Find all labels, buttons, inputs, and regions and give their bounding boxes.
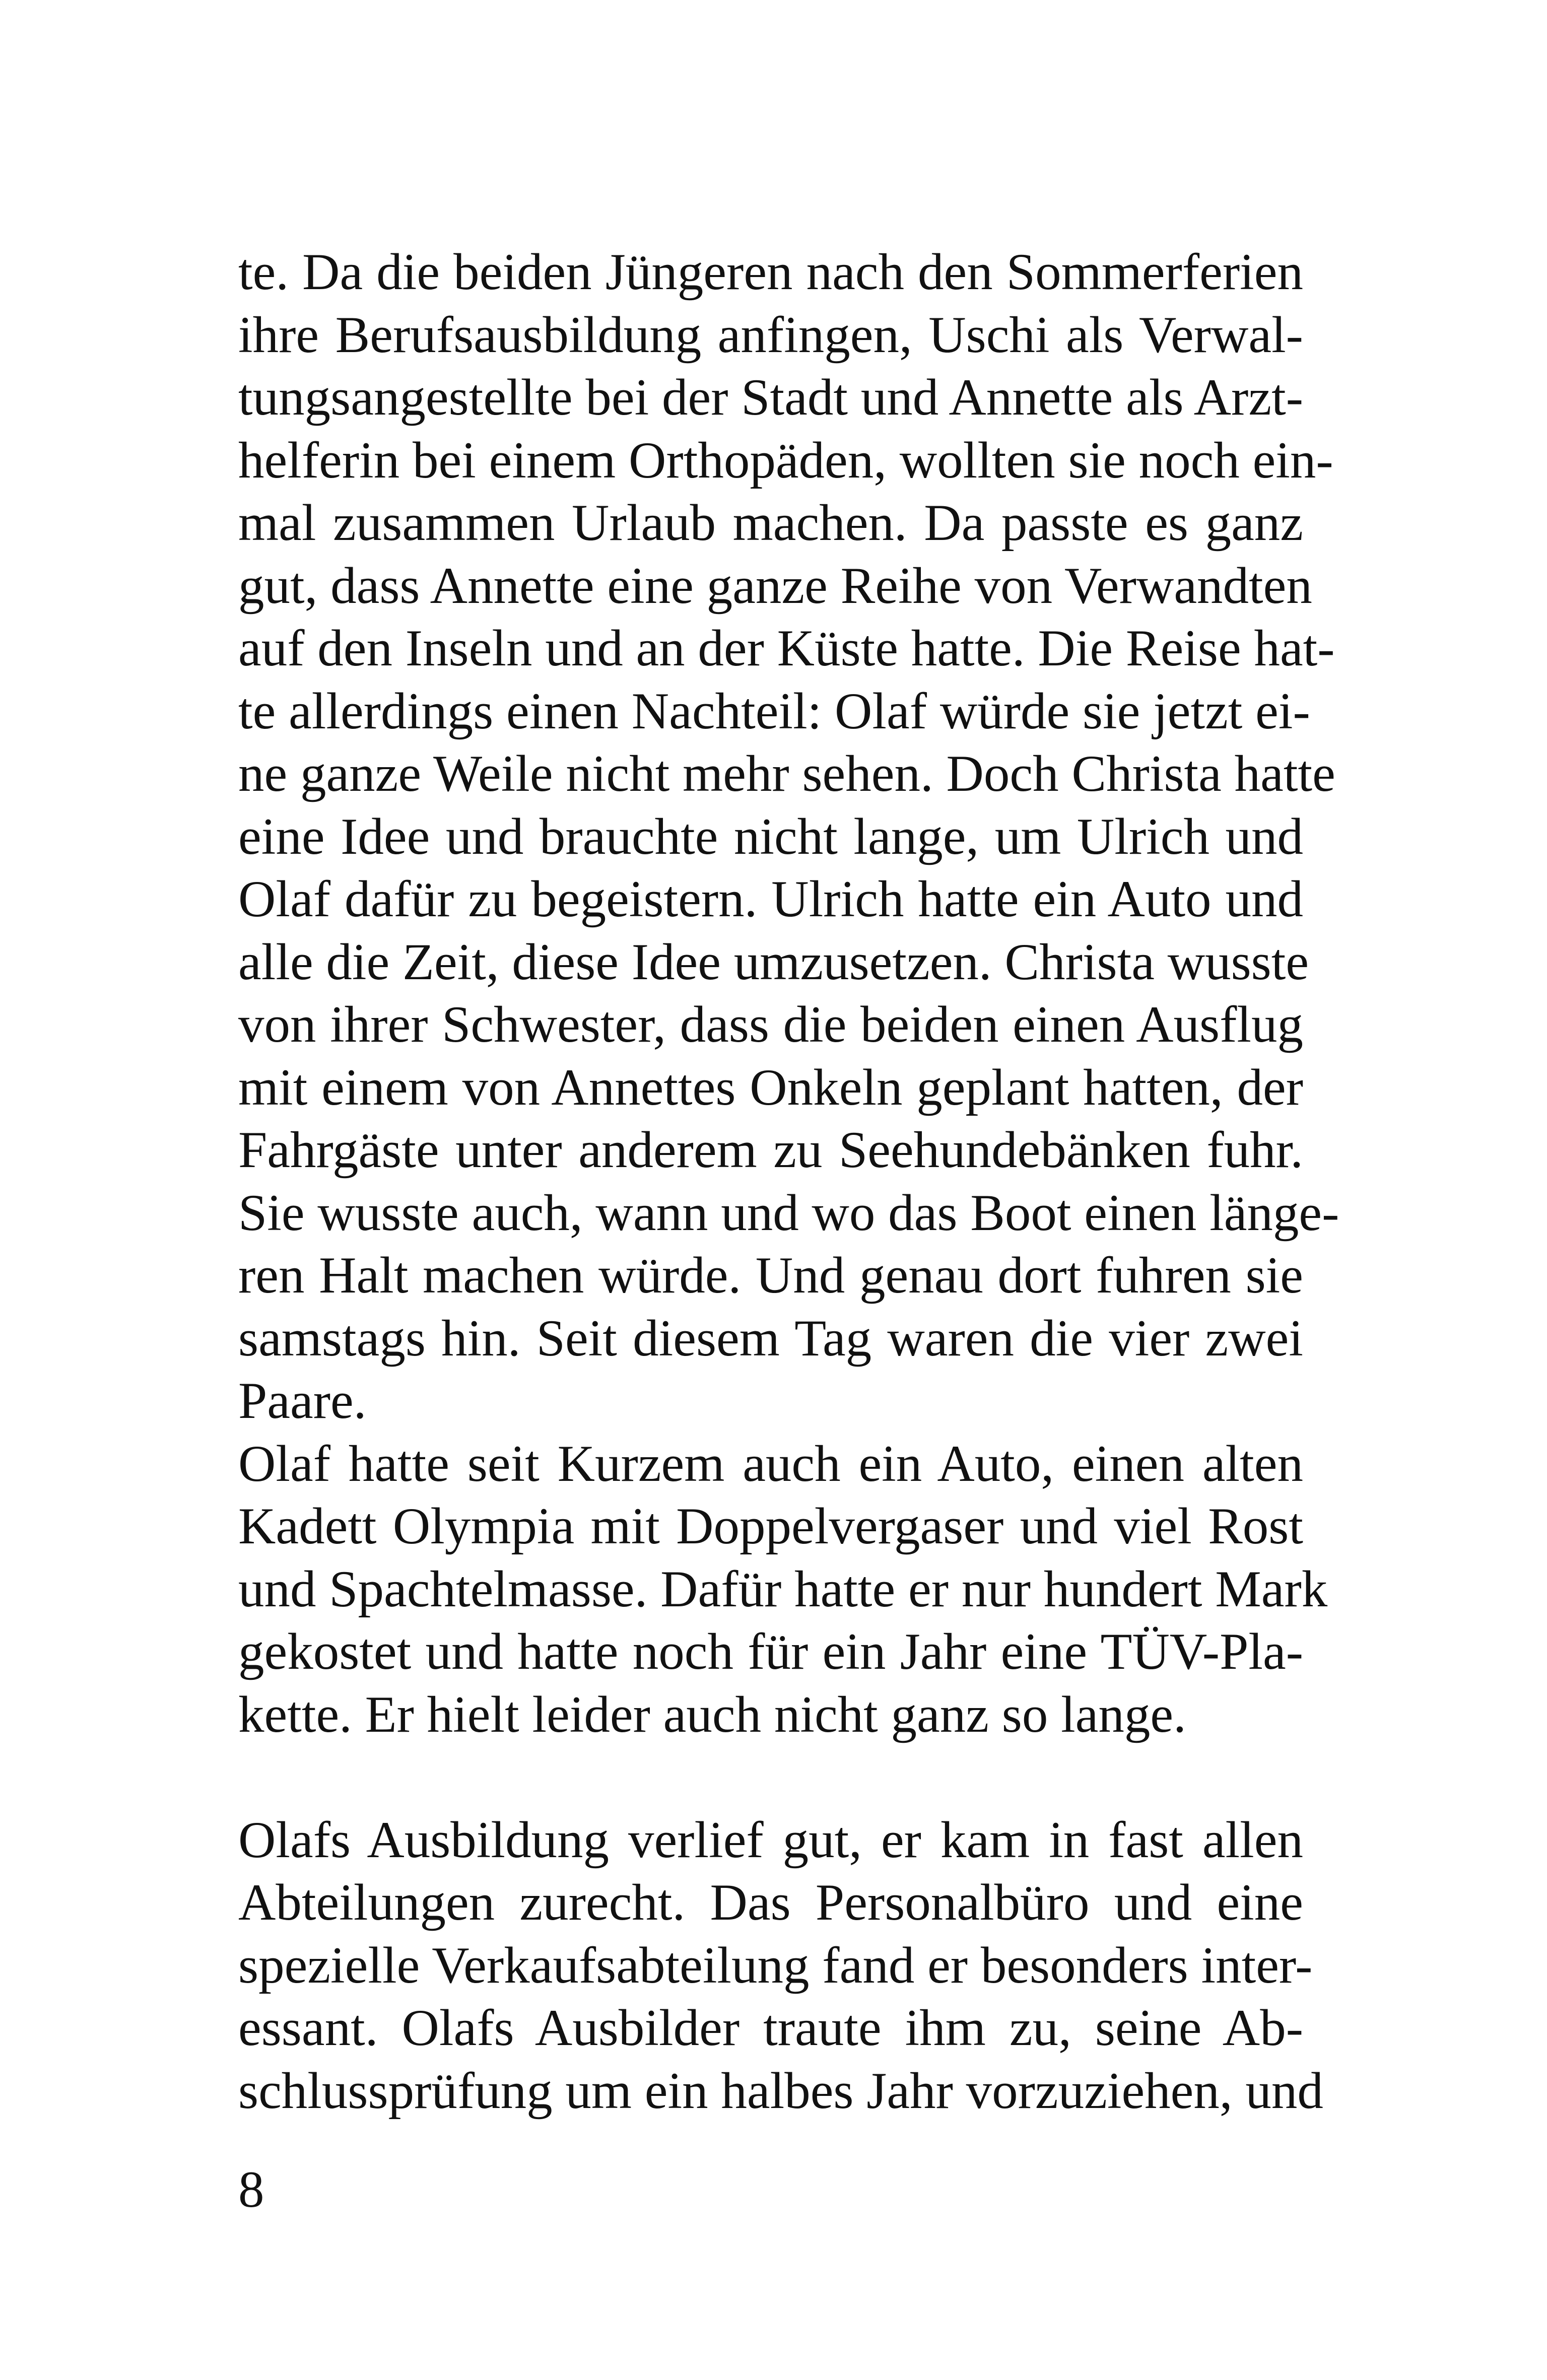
text-line: ne ganze Weile nicht mehr sehen. Doch Christa hatte [238, 745, 1335, 802]
text-line: helferin bei einem Orthopäden, wollten sie noch ein- [238, 431, 1333, 489]
text-line: von ihrer Schwester, dass die beiden einen Ausflug [238, 996, 1303, 1053]
paragraph-gap [238, 1746, 1303, 1809]
paragraph-2 [238, 1433, 1328, 1746]
page-number: 8 [238, 2161, 264, 2218]
text-line: gut, dass Annette eine ganze Reihe von Verwandten [238, 557, 1312, 615]
text-line: Kadett Olympia mit Doppelvergaser und viel Rost [238, 1498, 1303, 1555]
text-line: ihre Berufsausbildung anfingen, Uschi als Verwal- [238, 306, 1303, 364]
text-line: te. Da die beiden Jüngeren nach den Sommerferien [238, 243, 1303, 301]
text-line: Olaf hatte seit Kurzem auch ein Auto, einen alten [238, 1435, 1303, 1492]
text-line: mal zusammen Urlaub machen. Da passte es ganz [238, 494, 1303, 552]
text-line: Fahrgäste unter anderem zu Seehundebänken fuhr. [238, 1121, 1303, 1179]
text-line: essant. Olafs Ausbilder traute ihm zu, seine Ab- [238, 1999, 1303, 2057]
text-line: te allerdings einen Nachteil: Olaf würde sie jetzt ei- [238, 682, 1310, 740]
text-line: gekostet und hatte noch für ein Jahr eine TÜV-Pla- [238, 1623, 1303, 1680]
text-line: kette. Er hielt leider auch nicht ganz so lange. [238, 1685, 1186, 1743]
text-line: ren Halt machen würde. Und genau dort fuhren sie [238, 1247, 1303, 1304]
text-line: Olaf dafür zu begeistern. Ulrich hatte ein Auto und [238, 870, 1303, 928]
text-line: spezielle Verkaufsabteilung fand er besonders inter- [238, 1936, 1313, 1994]
paragraph-3 [238, 1809, 1323, 2123]
paragraph-1 [238, 241, 1339, 1433]
text-line: alle die Zeit, diese Idee umzusetzen. Christa wusste [238, 933, 1309, 991]
text-line: tungsangestellte bei der Stadt und Annette als Arzt- [238, 369, 1303, 426]
text-line: Abteilungen zurecht. Das Personalbüro und eine [238, 1874, 1303, 1931]
text-line: Sie wusste auch, wann und wo das Boot einen länge- [238, 1184, 1339, 1242]
text-line: Paare. [238, 1372, 367, 1430]
text-line: und Spachtelmasse. Dafür hatte er nur hundert Mark [238, 1560, 1328, 1618]
text-line: eine Idee und brauchte nicht lange, um Ulrich und [238, 807, 1303, 865]
text-line: auf den Inseln und an der Küste hatte. Die Reise hat- [238, 620, 1335, 677]
text-line: schlussprüfung um ein halbes Jahr vorzuziehen, und [238, 2062, 1323, 2120]
body-text [238, 241, 1339, 2122]
text-line: Olafs Ausbildung verlief gut, er kam in fast allen [238, 1811, 1303, 1869]
text-line: samstags hin. Seit diesem Tag waren die vier zwei [238, 1309, 1303, 1367]
text-line: mit einem von Annettes Onkeln geplant hatten, der [238, 1058, 1303, 1116]
